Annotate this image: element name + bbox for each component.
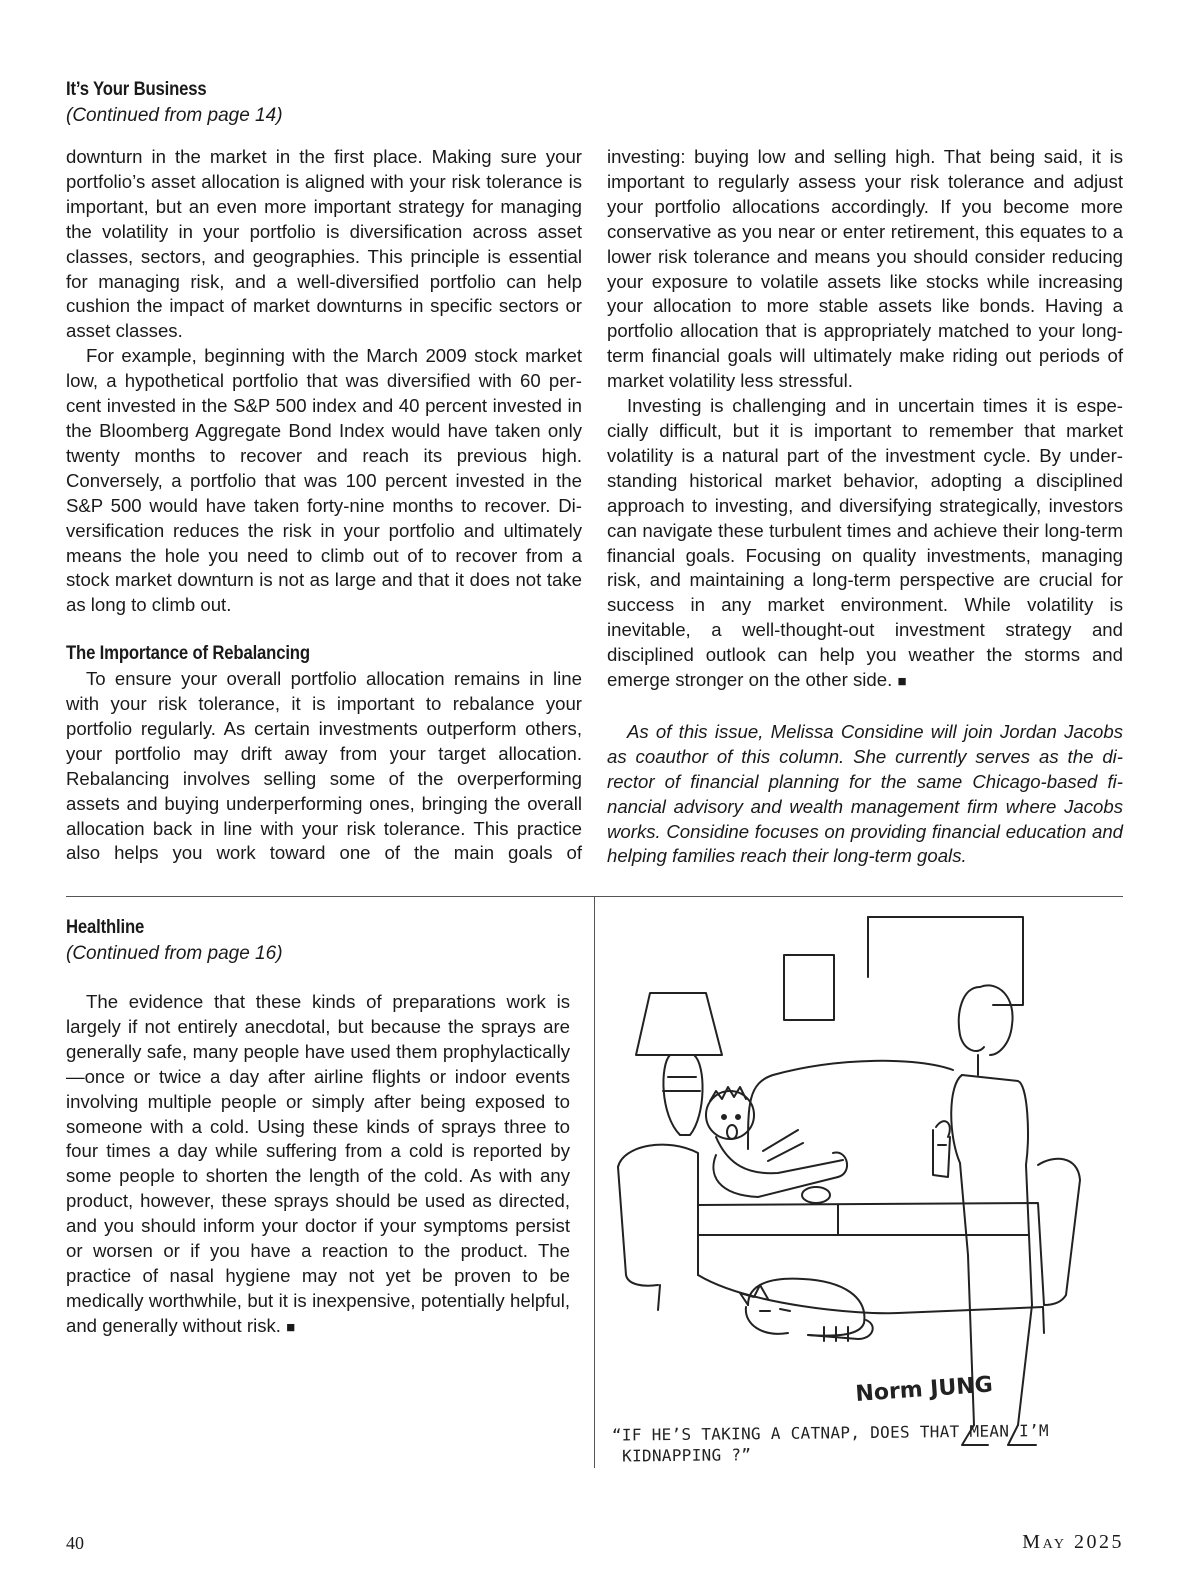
picture-frame-icon <box>784 955 834 1020</box>
business-right-column <box>607 145 1123 869</box>
issue-date: May 2025 <box>1022 1531 1124 1553</box>
cartoonist-signature: Norm JUNG <box>854 1372 994 1407</box>
page-number: 40 <box>66 1533 84 1553</box>
business-paragraph: For example, beginning with the March 2009 stock market low, a hypothetical portfolio that was diversified with 60 percent invested in the S&P 500 index and 40 percent invested in the Bloomberg Aggregate Bond Index would have taken only twenty months to recover and reach its previous high. Conversely, a portfolio that was 100 percent invested in the S&P 500 would have taken forty-nine months to recover. Diversification reduces the risk in your portfolio and ultimately means the hole you need to climb out of to recover from a stock market downturn is not as large and that it does not take as long to climb out. <box>66 345 582 616</box>
business-paragraph: downturn in the market in the first place. Making sure your portfolio’s asset allocation is aligned with your risk tolerance is important, but an even more important strategy for managing the volatility in your portfolio is diversification across asset classes, sectors, and geographies. This principle is essential for managing risk, and a well-diversified portfolio can help cushion the impact of market downturns in specific sectors or asset classes. <box>66 146 582 342</box>
business-section-title: It’s Your Business <box>66 79 207 100</box>
boy-icon <box>706 1087 847 1203</box>
business-paragraph-text: Investing is challenging and in uncertain times it is especially difficult, but it is important to remember that market volatility is a natural part of the investment cycle. By understanding historical market behavior, adopting a disciplined approach to investing, and diversifying strategically, investors can navigate these turbulent times and achieve their long-term financial goals. Focusing on quality investments, managing risk, and maintaining a long-term perspective are crucial for success in any market environment. While volatility is inevitable, a well-thought-out investment strategy and disciplined outlook can help you weather the storms and emerge stronger on the other side. <box>607 395 1123 691</box>
rebalancing-subhead: The Importance of Rebalancing <box>66 643 310 665</box>
end-mark-icon: ■ <box>897 673 907 691</box>
healthline-section-title: Healthline <box>66 917 145 938</box>
healthline-continued-note: (Continued from page 16) <box>66 943 283 964</box>
healthline-paragraph-text: The evidence that these kinds of preparations work is largely if not entirely anecdotal, but because the sprays are generally safe, many people have used them prophylactically—once or twice a day after airline flights or indoor events involving multiple people or simply after being exposed to someone with a cold. Using these kinds of sprays three to four times a day while suffering from a cold is reported by some people to shorten the length of the cold. As with any product, however, these sprays should be used as directed, and you should inform your doctor if your symptoms persist or worsen or if you have a reaction to the product. The practice of nasal hygiene may not yet be proven to be medically worthwhile, but it is inexpensive, potentially helpful, and generally without risk. <box>66 991 570 1336</box>
author-note: As of this issue, Melissa Considine will join Jordan Jacobs as coauthor of this column. She currently serves as the director of financial planning for the same Chicago-based financial advisory and wealth management firm where Jacobs works. Considine focuses on providing financial education and helping families reach their long-term goals. <box>607 720 1123 867</box>
cartoon-caption <box>612 1419 1117 1466</box>
column-divider <box>594 896 595 1468</box>
lamp-icon <box>636 993 722 1135</box>
large-picture-frame-icon <box>868 917 1023 1005</box>
cat-icon <box>740 1279 873 1341</box>
end-mark-icon: ■ <box>286 1318 296 1336</box>
business-paragraph: investing: buying low and selling high. That being said, it is important to regularly assess your risk tolerance and adjust your portfolio allocations accordingly. If you become more conservative as you near or enter retirement, this equates to a lower risk tolerance and means you should consider reducing your exposure to volatile assets like stocks while increasing your allocation to more stable assets like bonds. Having a portfolio allocation that is appropriately matched to your long-term financial goals will ultimately make riding out periods of market volatility less stressful. <box>607 146 1123 392</box>
business-left-column <box>66 145 582 866</box>
business-continued-note: (Continued from page 14) <box>66 105 283 126</box>
caption-line: KIDNAPPING ?” <box>622 1445 752 1466</box>
rebalancing-paragraph: To ensure your overall portfolio allocation remains in line with your risk tolerance, it is important to rebalance your portfolio regularly. As certain investments outperform others, your portfolio may drift away from your target allocation. Rebalancing involves selling some of the overperforming assets and buying underperforming ones, bringing the overall allocation back in line with your risk tolerance. This practice also helps you work toward one of the main goals of <box>66 668 582 864</box>
healthline-column <box>66 990 570 1341</box>
business-paragraph-final <box>607 394 1123 695</box>
healthline-paragraph <box>66 990 570 1341</box>
caption-line: “IF HE’S TAKING A CATNAP, DOES THAT MEAN I’M <box>611 1421 1050 1445</box>
cartoon-illustration <box>598 905 1123 1465</box>
